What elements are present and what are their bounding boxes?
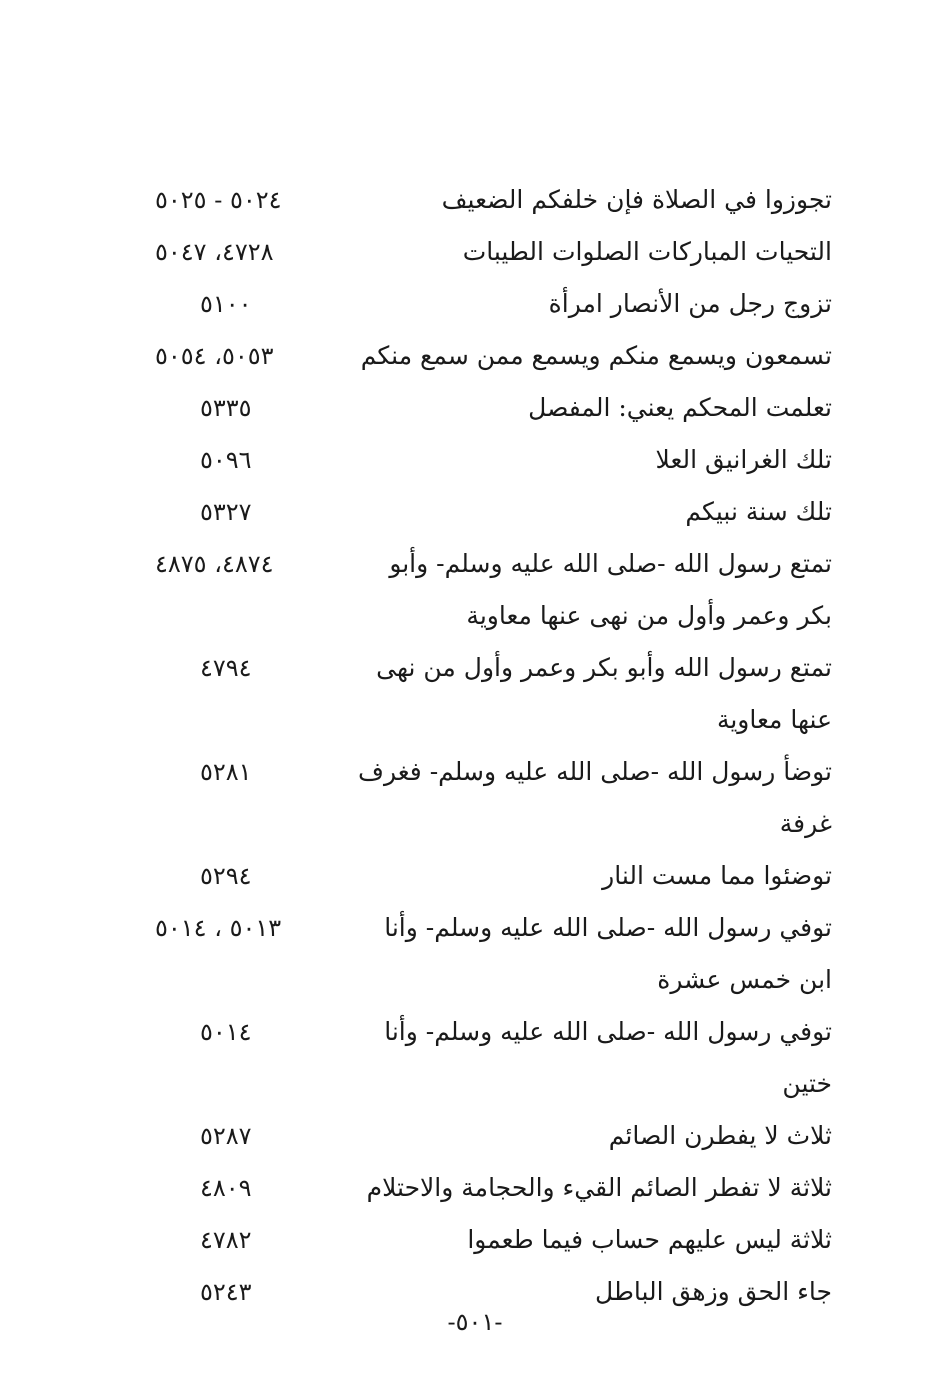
- index-entry: [0, 278, 950, 330]
- index-entry: [0, 1162, 950, 1214]
- hadith-text: جاء الحق وزهق الباطل: [595, 1277, 832, 1306]
- index-entry: [0, 642, 950, 746]
- hadith-reference-numbers: ٥٣٢٧: [200, 498, 252, 526]
- index-entry: [0, 434, 950, 486]
- index-entry: [0, 174, 950, 226]
- index-entry: [0, 1006, 950, 1110]
- hadith-reference-numbers: ٥١٠٠: [200, 290, 252, 318]
- index-entry: [0, 902, 950, 1006]
- hadith-reference-numbers: ٥٠١٣ ، ٥٠١٤: [155, 914, 282, 942]
- hadith-text: التحيات المباركات الصلوات الطيبات: [462, 237, 832, 266]
- index-entry: [0, 1214, 950, 1266]
- hadith-reference-numbers: ٥٢٨١: [200, 758, 252, 786]
- hadith-text: تجوزوا في الصلاة فإن خلفكم الضعيف: [441, 185, 832, 214]
- hadith-reference-numbers: ٥٢٩٤: [200, 862, 252, 890]
- hadith-reference-numbers: ٥٠٥٣، ٥٠٥٤: [155, 342, 274, 370]
- hadith-text: تمتع رسول الله وأبو بكر وعمر وأول من نهى عنها معاوية: [376, 653, 832, 734]
- index-entry: [0, 226, 950, 278]
- hadith-reference-numbers: ٤٧٩٤: [200, 654, 252, 682]
- index-entry: [0, 1110, 950, 1162]
- hadith-reference-numbers: ٥٣٣٥: [200, 394, 252, 422]
- hadith-reference-numbers: ٥٠٩٦: [200, 446, 252, 474]
- hadith-text: توفي رسول الله -صلى الله عليه وسلم- وأنا ختين: [384, 1017, 832, 1098]
- hadith-text: تسمعون ويسمع منكم ويسمع ممن سمع منكم: [360, 341, 832, 370]
- hadith-text: توضئوا مما مست النار: [602, 861, 832, 890]
- index-entry: [0, 382, 950, 434]
- index-entry: [0, 850, 950, 902]
- hadith-index-list: [0, 174, 950, 1318]
- hadith-reference-numbers: ٥٠١٤: [200, 1018, 252, 1046]
- index-entry: [0, 746, 950, 850]
- hadith-reference-numbers: ٥٢٨٧: [200, 1122, 252, 1150]
- index-entry: [0, 486, 950, 538]
- hadith-reference-numbers: ٥٠٢٤ - ٥٠٢٥: [155, 186, 282, 214]
- hadith-text: تمتع رسول الله -صلى الله عليه وسلم- وأبو بكر وعمر وأول من نهى عنها معاوية: [389, 549, 832, 630]
- hadith-text: تلك الغرانيق العلا: [655, 445, 832, 474]
- hadith-text: تزوج رجل من الأنصار امرأة: [548, 289, 832, 318]
- hadith-text: توضأ رسول الله -صلى الله عليه وسلم- فغرف غرفة: [358, 757, 832, 838]
- page-number: -٥٠١-: [447, 1308, 503, 1336]
- index-entry: [0, 330, 950, 382]
- hadith-text: توفي رسول الله -صلى الله عليه وسلم- وأنا ابن خمس عشرة: [384, 913, 832, 994]
- hadith-reference-numbers: ٥٢٤٣: [200, 1278, 252, 1306]
- hadith-text: ثلاثة لا تفطر الصائم القيء والحجامة والاحتلام: [366, 1173, 832, 1202]
- hadith-reference-numbers: ٤٧٨٢: [200, 1226, 252, 1254]
- hadith-reference-numbers: ٤٨٠٩: [200, 1174, 252, 1202]
- hadith-text: ثلاثة ليس عليهم حساب فيما طعموا: [467, 1225, 832, 1254]
- index-entry: [0, 538, 950, 642]
- hadith-reference-numbers: ٤٨٧٤، ٤٨٧٥: [155, 550, 274, 578]
- hadith-reference-numbers: ٤٧٢٨، ٥٠٤٧: [155, 238, 274, 266]
- hadith-text: ثلاث لا يفطرن الصائم: [608, 1121, 832, 1150]
- hadith-text: تعلمت المحكم يعني: المفصل: [528, 393, 832, 422]
- hadith-text: تلك سنة نبيكم: [685, 497, 832, 526]
